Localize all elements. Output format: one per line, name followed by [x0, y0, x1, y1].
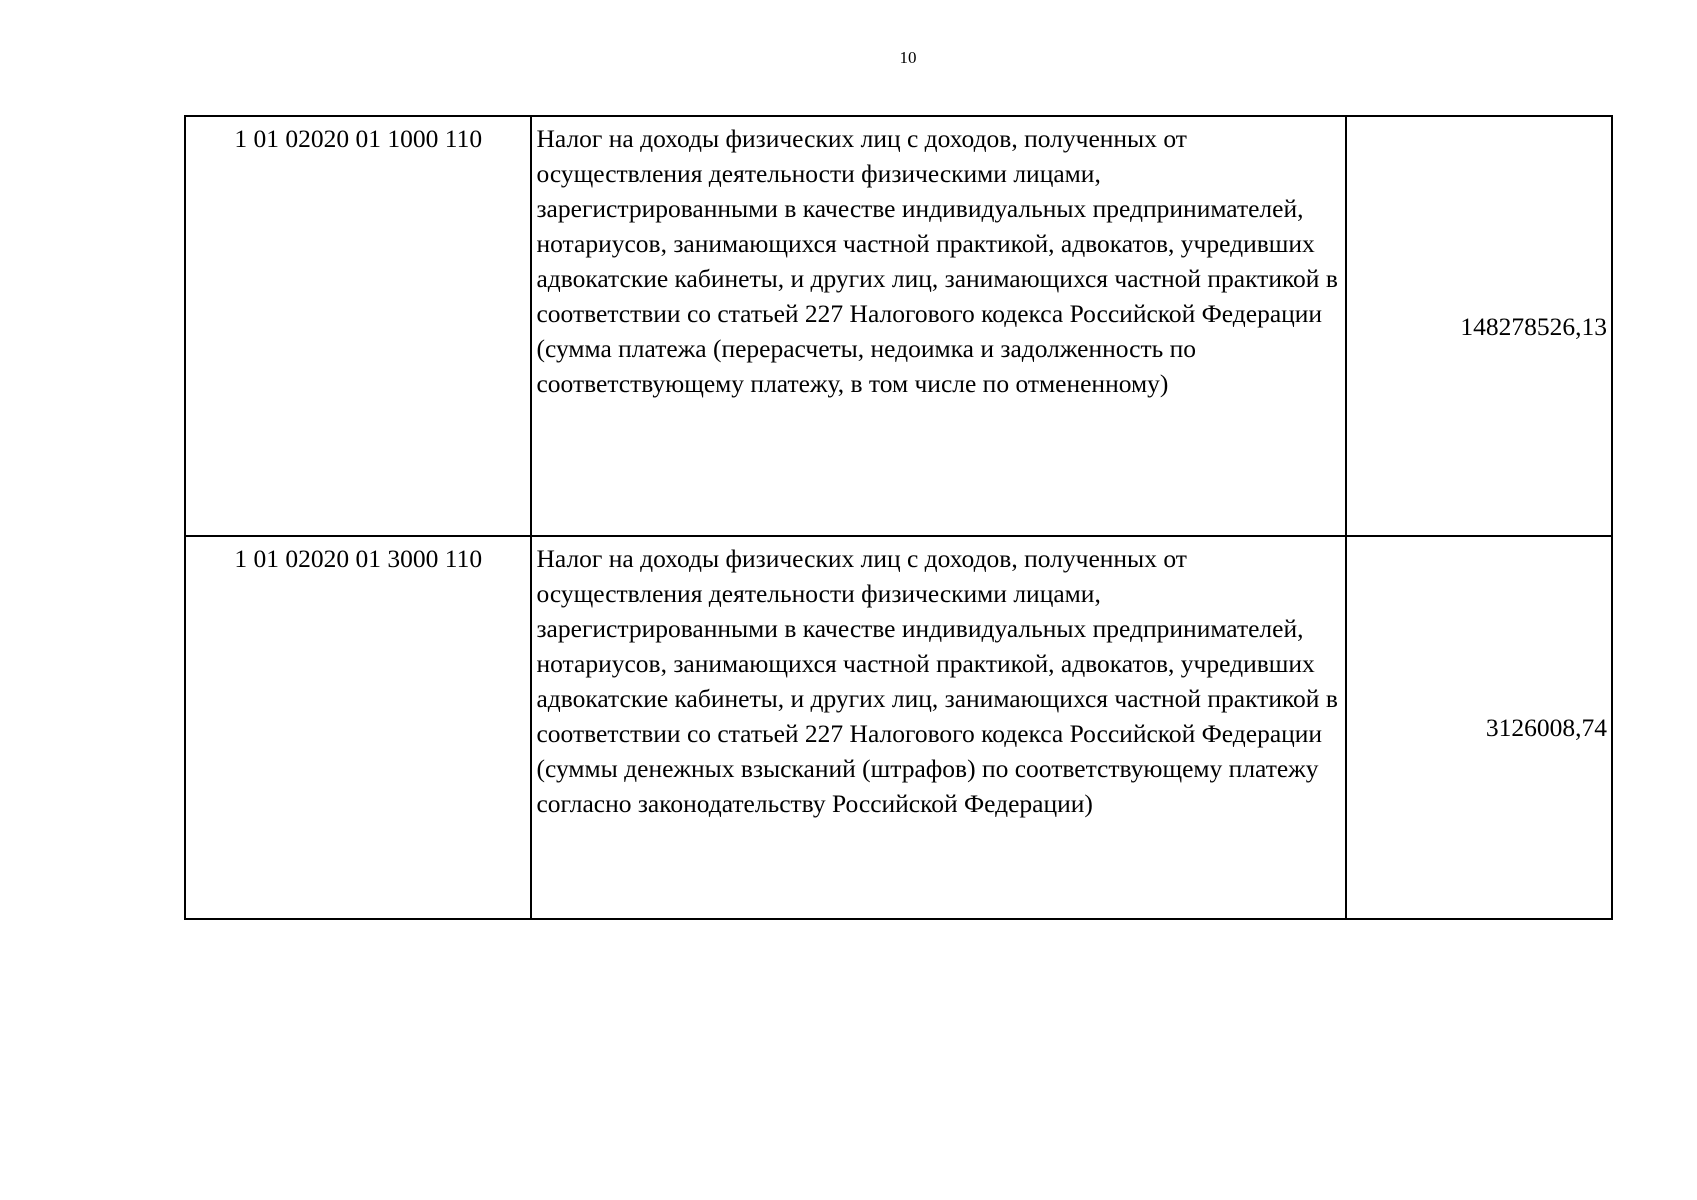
revenue-description: Налог на доходы физических лиц с доходов, полученных от осуществления деятельности физическими лицами, зарегистрированными в качестве индивидуальных предпринимателей, нотариусов, занимающихся частной практикой, адвокатов, учредивших адвокатские кабинеты, и других лиц, занимающихся частной практикой в соответствии со статьей 227 Налогового кодекса Российской Федерации (сумма платежа (перерасчеты, недоимка и задолженность по соответствующему платежу, в том числе по отмененному)	[531, 116, 1345, 536]
revenue-amount: 3126008,74	[1346, 536, 1612, 919]
table-row	[185, 116, 1612, 536]
page-number: 10	[899, 48, 917, 67]
revenue-table	[184, 115, 1613, 920]
revenue-amount: 148278526,13	[1346, 116, 1612, 536]
budget-classification-code: 1 01 02020 01 1000 110	[185, 116, 531, 536]
table-row	[185, 536, 1612, 919]
revenue-description: Налог на доходы физических лиц с доходов, полученных от осуществления деятельности физическими лицами, зарегистрированными в качестве индивидуальных предпринимателей, нотариусов, занимающихся частной практикой, адвокатов, учредивших адвокатские кабинеты, и других лиц, занимающихся частной практикой в соответствии со статьей 227 Налогового кодекса Российской Федерации (суммы денежных взысканий (штрафов) по соответствующему платежу согласно законодательству Российской Федерации)	[531, 536, 1345, 919]
budget-classification-code: 1 01 02020 01 3000 110	[185, 536, 531, 919]
